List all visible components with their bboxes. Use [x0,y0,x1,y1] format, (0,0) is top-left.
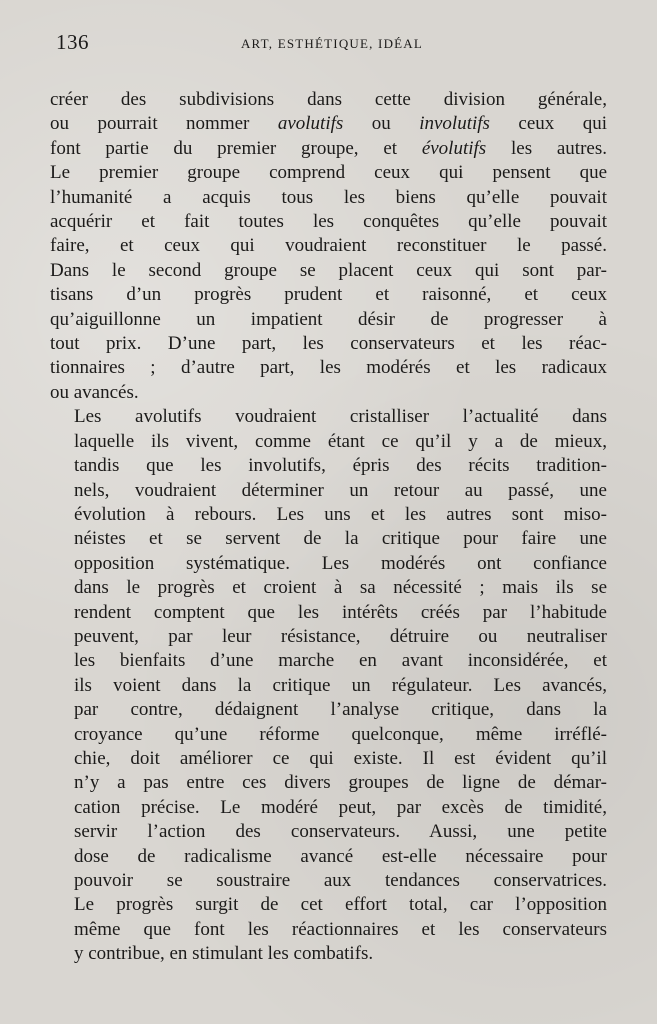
text-line: Le premier groupe comprend ceux qui pensent que [50,162,607,184]
text-line: servir l’action des conservateurs. Aussi, une petite [74,821,607,843]
text-line: tandis que les involutifs, épris des récits tradition- [74,455,607,477]
text-line: opposition systématique. Les modérés ont confiance [74,552,607,574]
text-line: même que font les réactionnaires et les conservateurs [74,918,607,940]
text-line: chie, doit améliorer ce qui existe. Il est évident qu’il [74,747,607,769]
text-line: créer des subdivisions dans cette division générale, [50,89,607,110]
text-line: ils voient dans la critique un régulateur. Les avancés, [74,674,607,696]
paragraph-1 [50,88,607,405]
text-line: laquelle ils vivent, comme étant ce qu’il y a de mieux, [74,430,607,452]
text-line: tisans d’un progrès prudent et raisonné, et ceux [50,284,607,306]
text-line: acquérir et fait toutes les conquêtes qu’elle pouvait [50,211,607,233]
text-line: Le progrès surgit de cet effort total, car l’opposition [74,894,607,916]
body-text [50,88,607,967]
text-line: Les avolutifs voudraient cristalliser l’actualité dans [74,406,607,428]
text-line: néistes et se servent de la critique pour faire une [74,528,607,550]
text-line: évolution à rebours. Les uns et les autres sont miso- [74,503,607,525]
text-line: ou avancés. [50,381,139,403]
text-line: pouvoir se soustraire aux tendances conservatrices. [74,870,607,891]
text-line: les bienfaits d’une marche en avant inconsidérée, et [74,650,607,672]
paragraph-2 [50,405,607,966]
italic-term: involutifs [419,113,490,135]
page-header [52,30,612,56]
text-line: faire, et ceux qui voudraient reconstituer le passé. [50,235,607,257]
italic-term: avolutifs [277,113,344,135]
text-line: rendent comptent que les intérêts créés par l’habitude [74,601,607,623]
text-line: y contribue, en stimulant les combatifs. [74,943,374,965]
text-line: font partie du premier groupe, et évolutifs les autres. [50,137,607,159]
text-line: n’y a pas entre ces divers groupes de ligne de démar- [74,772,607,794]
text-line: cation précise. Le modéré peut, par excès de timidité, [74,796,607,818]
text-line: nels, voudraient déterminer un retour au passé, une [74,479,607,501]
text-line: Dans le second groupe se placent ceux qui sont par- [50,259,607,281]
page-number: 136 [56,30,89,54]
text-line: tionnaires ; d’autre part, les modérés et les radicaux [50,357,607,379]
text-line: l’humanité a acquis tous les biens qu’elle pouvait [50,186,607,208]
running-head: ART, ESTHÉTIQUE, IDÉAL [240,36,424,51]
text-line: par contre, dédaignent l’analyse critique, dans la [74,699,607,721]
text-line: ou pourrait nommer avolutifs ou involutifs ceux qui [50,113,608,135]
text-line: peuvent, par leur résistance, détruire ou neutraliser [74,625,607,647]
text-line: qu’aiguillonne un impatient désir de progresser à [50,308,607,330]
text-line: dose de radicalisme avancé est-elle nécessaire pour [74,845,607,867]
text-line: croyance qu’une réforme quelconque, même irréflé- [74,723,607,745]
italic-term: évolutifs [421,137,487,159]
text-line: dans le progrès et croient à sa nécessité ; mais ils se [74,577,607,599]
text-line: tout prix. D’une part, les conservateurs et les réac- [50,333,607,355]
